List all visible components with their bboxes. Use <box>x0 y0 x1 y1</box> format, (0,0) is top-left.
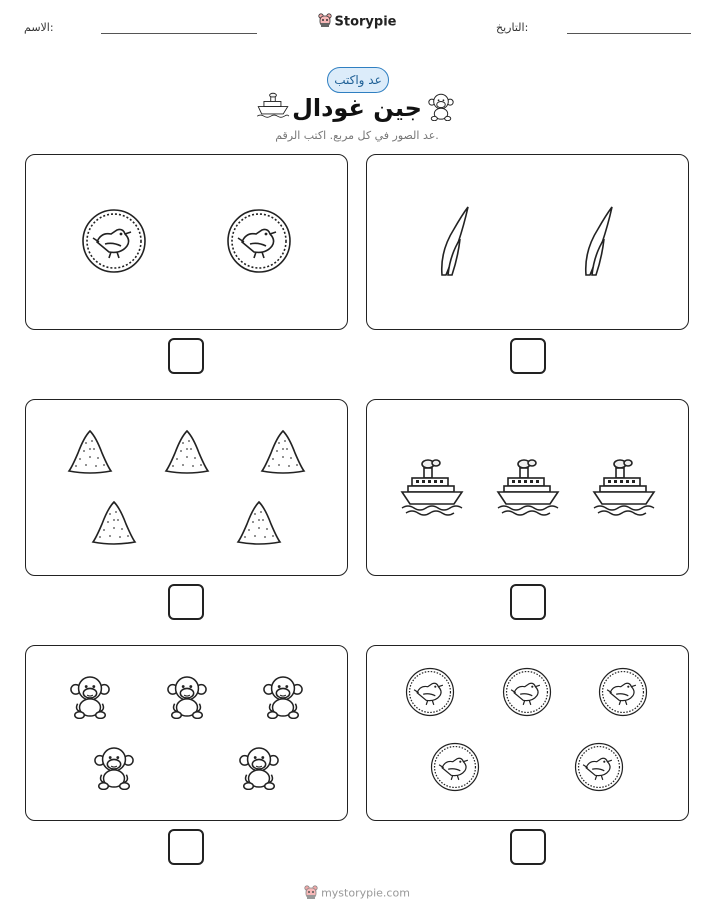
count-card-birdcoin-2 <box>25 154 348 330</box>
footer <box>0 884 714 903</box>
bird-coin-picture <box>226 208 292 274</box>
instructions: عد الصور في كل مربع. اكتب الرقم. <box>275 129 439 142</box>
sand-pile-picture <box>90 498 138 546</box>
brand-logo: Storypie <box>0 12 714 32</box>
sand-pile-picture <box>66 427 114 475</box>
answer-box[interactable] <box>510 829 546 865</box>
bird-coin-picture <box>405 667 455 717</box>
activity-badge: عد واكتب <box>327 67 389 93</box>
answer-box[interactable] <box>510 338 546 374</box>
bird-coin-picture <box>502 667 552 717</box>
sand-pile-picture <box>163 427 211 475</box>
mascot-icon <box>304 884 318 903</box>
date-label: التاريخ: <box>496 21 529 34</box>
monkey-picture <box>167 675 207 719</box>
sand-pile-picture <box>259 427 307 475</box>
answer-box[interactable] <box>168 584 204 620</box>
monkey-picture <box>94 746 134 790</box>
mascot-icon <box>318 12 332 32</box>
name-label: الاسم: <box>24 21 54 34</box>
ship-picture <box>496 458 560 516</box>
monkey-picture <box>70 675 110 719</box>
monkey-picture <box>263 675 303 719</box>
bird-coin-picture <box>81 208 147 274</box>
bird-coin-picture <box>574 742 624 792</box>
bird-coin-picture <box>598 667 648 717</box>
answer-box[interactable] <box>168 829 204 865</box>
grass-blade-picture <box>580 205 616 277</box>
count-card-sand-5 <box>25 399 348 576</box>
name-line[interactable] <box>101 33 257 34</box>
answer-box[interactable] <box>168 338 204 374</box>
count-card-monkey-5 <box>25 645 348 821</box>
ship-picture <box>592 458 656 516</box>
page-title: جين غودال <box>292 94 422 122</box>
sand-pile-picture <box>235 498 283 546</box>
answer-box[interactable] <box>510 584 546 620</box>
grass-blade-picture <box>436 205 472 277</box>
count-card-grass-2 <box>366 154 689 330</box>
bird-coin-picture <box>430 742 480 792</box>
footer-url: mystorypie.com <box>321 886 410 900</box>
monkey-icon <box>428 93 454 125</box>
ship-picture <box>400 458 464 516</box>
date-line[interactable] <box>567 33 691 34</box>
monkey-picture <box>239 746 279 790</box>
